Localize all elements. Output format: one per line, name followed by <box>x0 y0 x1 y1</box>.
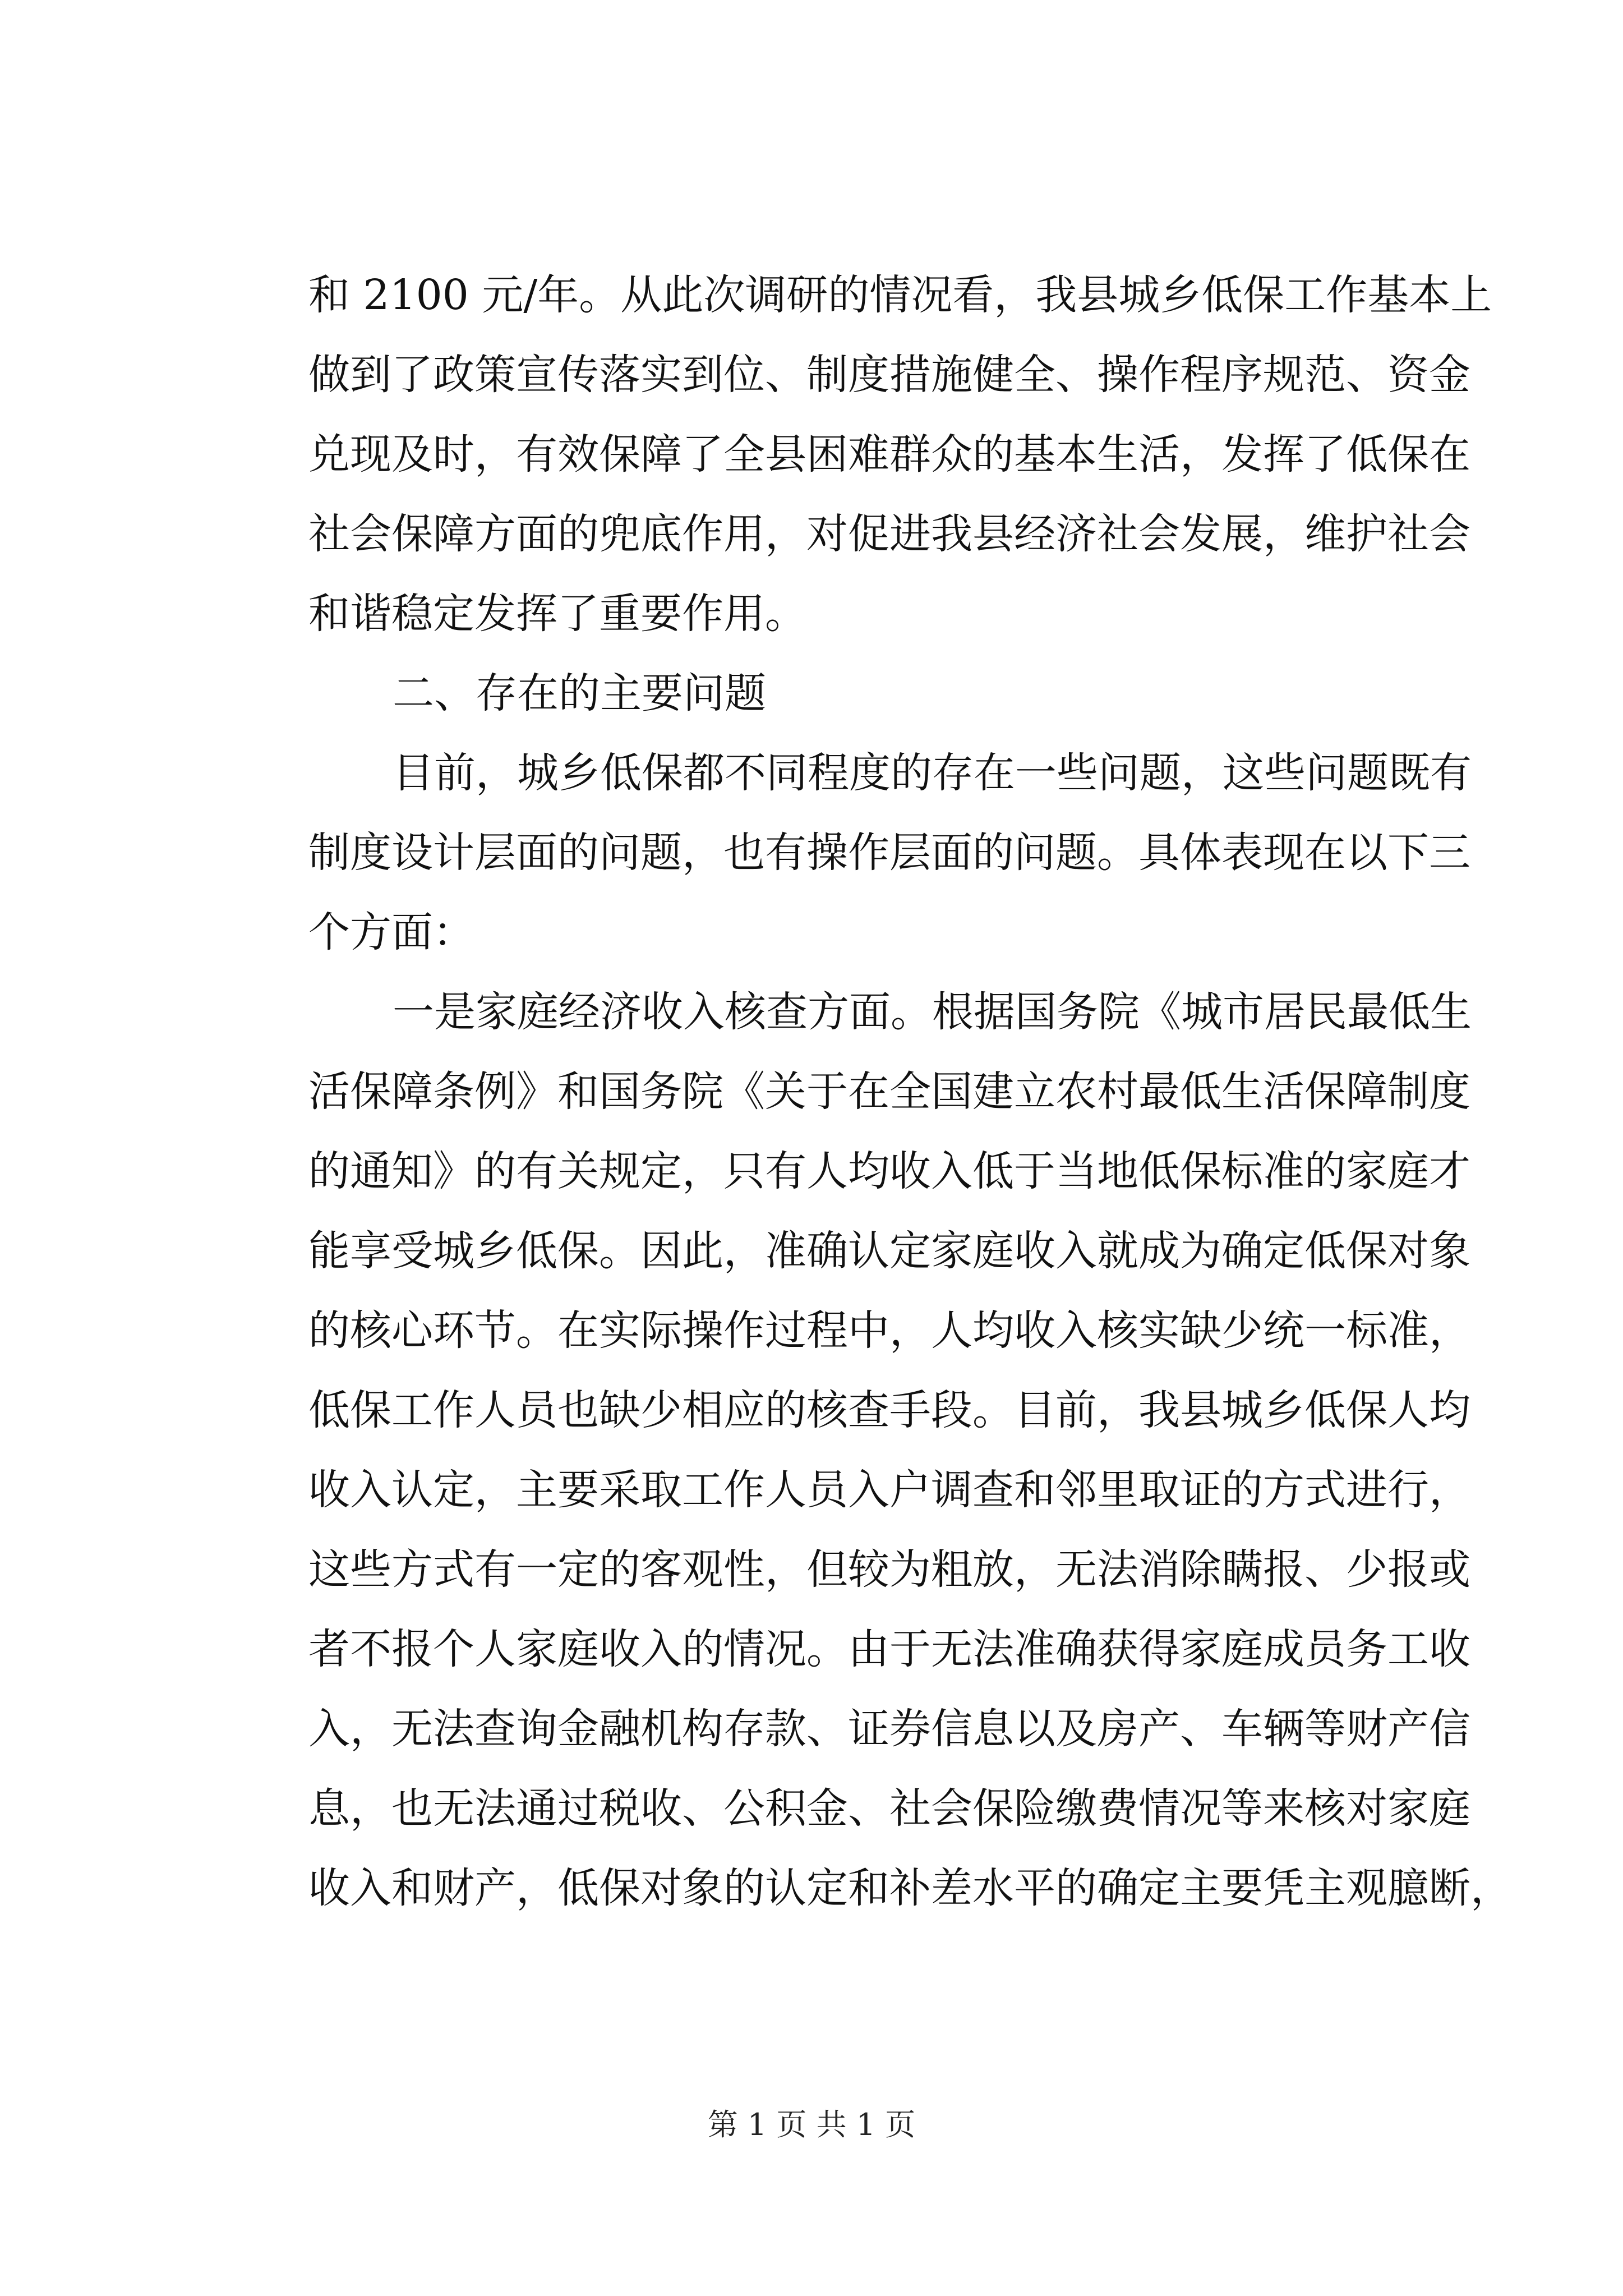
text-line: 收入和财产，低保对象的认定和补差水平的确定主要凭主观臆断， <box>308 1864 1512 1912</box>
text-line: 入，无法查询金融机构存款、证券信息以及房产、车辆等财产信 <box>308 1705 1470 1753</box>
text-line: 活保障条例》和国务院《关于在全国建立农村最低生活保障制度 <box>308 1068 1470 1116</box>
text-line: 低保工作人员也缺少相应的核查手段。目前，我县城乡低保人均 <box>308 1386 1470 1434</box>
text-line: 和 2100 元/年。从此次调研的情况看，我县城乡低保工作基本上 <box>308 271 1492 319</box>
text-line: 和谐稳定发挥了重要作用。 <box>308 590 806 638</box>
text-line: 能享受城乡低保。因此，准确认定家庭收入就成为确定低保对象 <box>308 1227 1470 1275</box>
text-line: 个方面： <box>308 908 474 956</box>
text-line: 息，也无法通过税收、公积金、社会保险缴费情况等来核对家庭 <box>308 1784 1470 1833</box>
text-line: 目前，城乡低保都不同程度的存在一些问题，这些问题既有 <box>393 749 1472 797</box>
text-line: 社会保障方面的兜底作用，对促进我县经济社会发展，维护社会 <box>308 510 1470 558</box>
page-footer: 第 1 页 共 1 页 <box>707 2107 916 2142</box>
text-line: 的核心环节。在实际操作过程中，人均收入核实缺少统一标准， <box>308 1306 1470 1355</box>
text-line: 做到了政策宣传落实到位、制度措施健全、操作程序规范、资金 <box>308 351 1470 399</box>
text-line: 一是家庭经济收入核查方面。根据国务院《城市居民最低生 <box>393 988 1472 1036</box>
text-line: 的通知》的有关规定，只有人均收入低于当地低保标准的家庭才 <box>308 1147 1470 1195</box>
text-line: 兑现及时，有效保障了全县困难群众的基本生活，发挥了低保在 <box>308 430 1470 478</box>
text-line: 者不报个人家庭收入的情况。由于无法准确获得家庭成员务工收 <box>308 1625 1470 1673</box>
text-line: 这些方式有一定的客观性，但较为粗放，无法消除瞒报、少报或 <box>308 1545 1470 1594</box>
text-line: 收入认定，主要采取工作人员入户调查和邻里取证的方式进行， <box>308 1466 1470 1514</box>
text-line: 二、存在的主要问题 <box>393 669 766 717</box>
document-body <box>308 255 1512 1928</box>
text-line: 制度设计层面的问题，也有操作层面的问题。具体表现在以下三 <box>308 829 1470 877</box>
